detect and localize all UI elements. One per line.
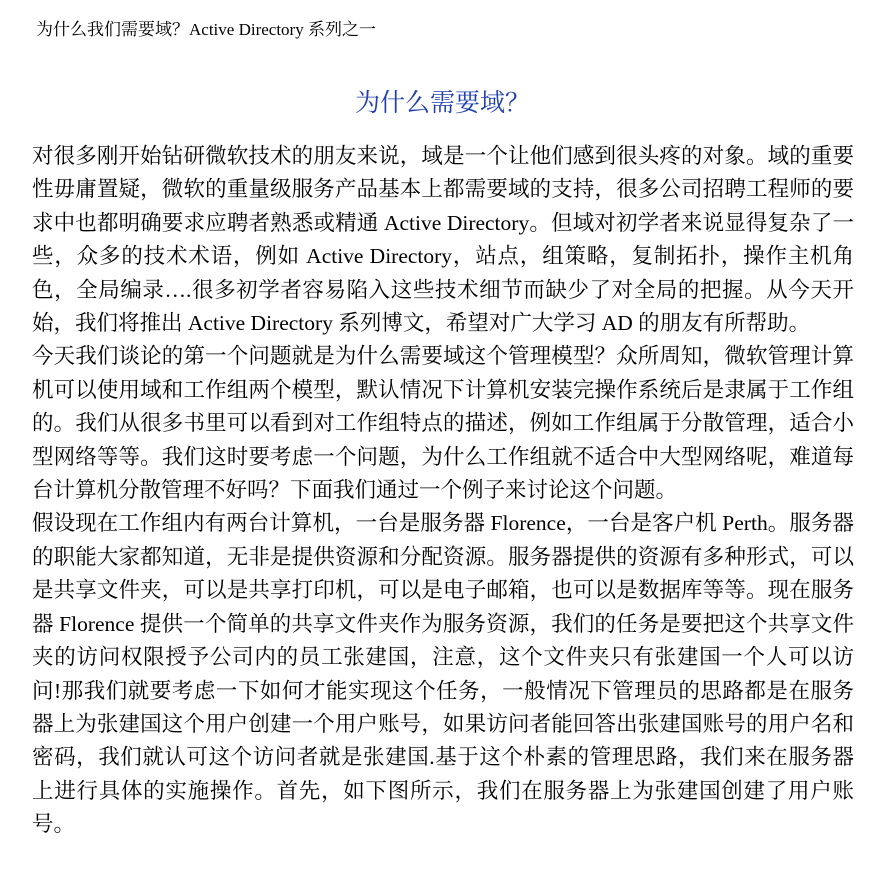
paragraph: 假设现在工作组内有两台计算机，一台是服务器 Florence，一台是客户机 Perth。服务器的职能大家都知道，无非是提供资源和分配资源。服务器提供的资源有多种形式，可以是共享文件夹，可以是共享打印机，可以是电子邮箱，也可以是数据库等等。现在服务器 Florence 提供一个简单的共享文件夹作为服务资源，我们的任务是要把这个共享文件夹的访问权限授予公司内的员工张建国，注意，这个文件夹只有张建国一个人可以访问!那我们就要考虑一下如何才能实现这个任务，一般情况下管理员的思路都是在服务器上为张建国这个用户创建一个用户账号，如果访问者能回答出张建国账号的用户名和密码，我们就认可这个访问者就是张建国.基于这个朴素的管理思路，我们来在服务器上进行具体的实施操作。首先，如下图所示，我们在服务器上为张建国创建了用户账号。 xyxy=(32,511,854,837)
document-header: 为什么我们需要域？Active Directory 系列之一 xyxy=(36,20,376,39)
document-body xyxy=(32,140,854,842)
page-title: 为什么需要域？ xyxy=(354,90,530,117)
paragraph: 对很多刚开始钻研微软技术的朋友来说，域是一个让他们感到很头疼的对象。域的重要性毋庸置疑，微软的重量级服务产品基本上都需要域的支持，很多公司招聘工程师的要求中也都明确要求应聘者熟悉或精通 Active Directory。但域对初学者来说显得复杂了一些，众多的技术术语，例如 Active Directory，站点，组策略，复制拓扑，操作主机角色，全局编录….很多初学者容易陷入这些技术细节而缺少了对全局的把握。从今天开始，我们将推出 Active Directory 系列博文，希望对广大学习 AD 的朋友有所帮助。 xyxy=(32,144,854,336)
paragraph: 今天我们谈论的第一个问题就是为什么需要域这个管理模型？众所周知，微软管理计算机可以使用域和工作组两个模型，默认情况下计算机安装完操作系统后是隶属于工作组的。我们从很多书里可以看到对工作组特点的描述，例如工作组属于分散管理，适合小型网络等等。我们这时要考虑一个问题，为什么工作组就不适合中大型网络呢，难道每台计算机分散管理不好吗？下面我们通过一个例子来讨论这个问题。 xyxy=(32,344,854,503)
